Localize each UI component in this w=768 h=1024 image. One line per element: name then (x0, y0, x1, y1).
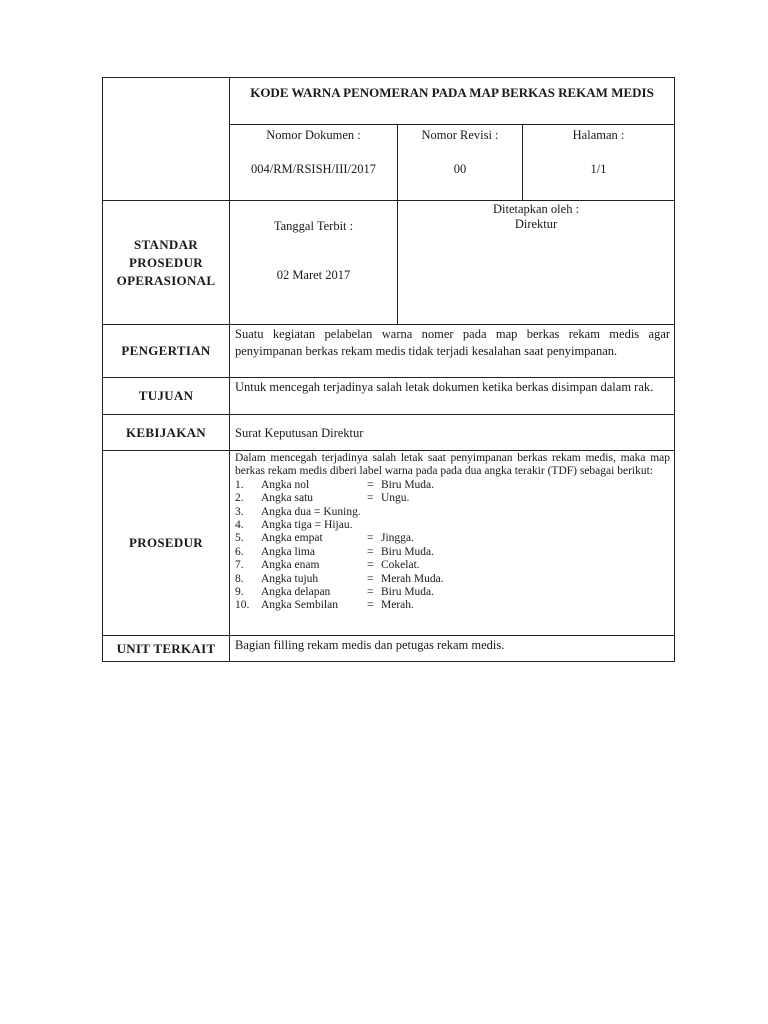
step-color: Cokelat. (381, 559, 420, 572)
revision-cell (398, 125, 523, 201)
step-color: Biru Muda. (381, 586, 435, 599)
step-equals: = (367, 599, 374, 612)
logo-cell (103, 78, 230, 201)
step-number: 10. (235, 599, 250, 612)
pengertian-label: PENGERTIAN (103, 325, 230, 378)
revision-number: 00 (453, 162, 467, 176)
step-item: Angka nol (261, 478, 310, 491)
prosedur-intro: Dalam mencegah terjadinya salah letak saat penyimpanan berkas rekam medis, maka map berkas rekam medis diberi label warna pada pada dua angka terakir (TDF) sebagai berikut: (235, 452, 671, 478)
document-number: 004/RM/RSISH/III/2017 (250, 162, 376, 176)
issue-date-label: Tanggal Terbit : (273, 219, 354, 233)
sop-label: STANDAR PROSEDUR OPERASIONAL (103, 201, 230, 325)
issue-date: 02 Maret 2017 (276, 268, 351, 282)
step-equals: = (367, 545, 374, 558)
unit-terkait-text: Bagian filling rekam medis dan petugas rekam medis. (230, 636, 675, 662)
document-title: KODE WARNA PENOMERAN PADA MAP BERKAS REKAM MEDIS (230, 78, 675, 125)
step-number: 8. (235, 572, 244, 585)
step-equals: = (367, 586, 374, 599)
step-equals: = (367, 478, 374, 491)
prosedur-steps (235, 479, 670, 613)
kebijakan-label: KEBIJAKAN (103, 415, 230, 451)
unit-terkait-label: UNIT TERKAIT (103, 636, 230, 662)
step-item: Angka tujuh (261, 572, 319, 585)
step-number: 9. (235, 586, 244, 599)
step-color (381, 519, 670, 532)
step-color (381, 506, 670, 519)
prosedur-content (230, 451, 675, 636)
step-item: Angka enam (261, 559, 320, 572)
step-color: Merah. (381, 599, 414, 612)
prosedur-step (235, 506, 670, 519)
prosedur-step (235, 532, 670, 545)
step-color: Biru Muda. (381, 478, 435, 491)
pengertian-text: Suatu kegiatan pelabelan warna nomer pada map berkas rekam medis agar penyimpanan berkas rekam medis tidak terjadi kesalahan saat penyimpanan. (230, 325, 675, 378)
prosedur-step (235, 586, 670, 599)
prosedur-label: PROSEDUR (103, 451, 230, 636)
step-item: Angka dua = Kuning. (261, 505, 361, 518)
step-number: 1. (235, 478, 244, 491)
step-number: 6. (235, 545, 244, 558)
revision-label: Nomor Revisi : (421, 128, 499, 142)
prosedur-step (235, 546, 670, 559)
document-number-label: Nomor Dokumen : (266, 128, 361, 142)
step-color: Merah Muda. (381, 572, 444, 585)
step-item: Angka delapan (261, 586, 331, 599)
prosedur-step (235, 559, 670, 572)
step-item: Angka tiga = Hijau. (261, 519, 353, 532)
step-equals: = (367, 572, 374, 585)
step-color: Jingga. (381, 532, 414, 545)
prosedur-step (235, 519, 670, 532)
sop-table (102, 77, 675, 662)
step-equals: = (367, 559, 374, 572)
step-number: 2. (235, 492, 244, 505)
issue-date-cell (230, 201, 398, 325)
page-number: 1/1 (590, 162, 607, 176)
tujuan-label: TUJUAN (103, 378, 230, 415)
approved-by: Direktur (514, 217, 558, 231)
step-equals (367, 506, 381, 519)
prosedur-step (235, 492, 670, 505)
kebijakan-text: Surat Keputusan Direktur (230, 415, 675, 451)
prosedur-step (235, 599, 670, 612)
step-number: 5. (235, 532, 244, 545)
step-item: Angka Sembilan (261, 599, 338, 612)
page-cell (523, 125, 675, 201)
document-number-cell (230, 125, 398, 201)
step-item: Angka lima (261, 545, 315, 558)
step-equals (367, 519, 381, 532)
tujuan-text: Untuk mencegah terjadinya salah letak dokumen ketika berkas disimpan dalam rak. (230, 378, 675, 415)
prosedur-step (235, 479, 670, 492)
step-color: Biru Muda. (381, 545, 435, 558)
step-item: Angka satu (261, 492, 314, 505)
step-number: 7. (235, 559, 244, 572)
approved-by-label: Ditetapkan oleh : (492, 202, 580, 216)
step-color: Ungu. (381, 492, 410, 505)
step-number: 4. (235, 519, 244, 532)
step-equals: = (367, 492, 374, 505)
prosedur-step (235, 573, 670, 586)
step-item: Angka empat (261, 532, 323, 545)
step-number: 3. (235, 505, 244, 518)
page-label: Halaman : (572, 128, 625, 142)
approval-cell (398, 201, 675, 325)
step-equals: = (367, 532, 374, 545)
